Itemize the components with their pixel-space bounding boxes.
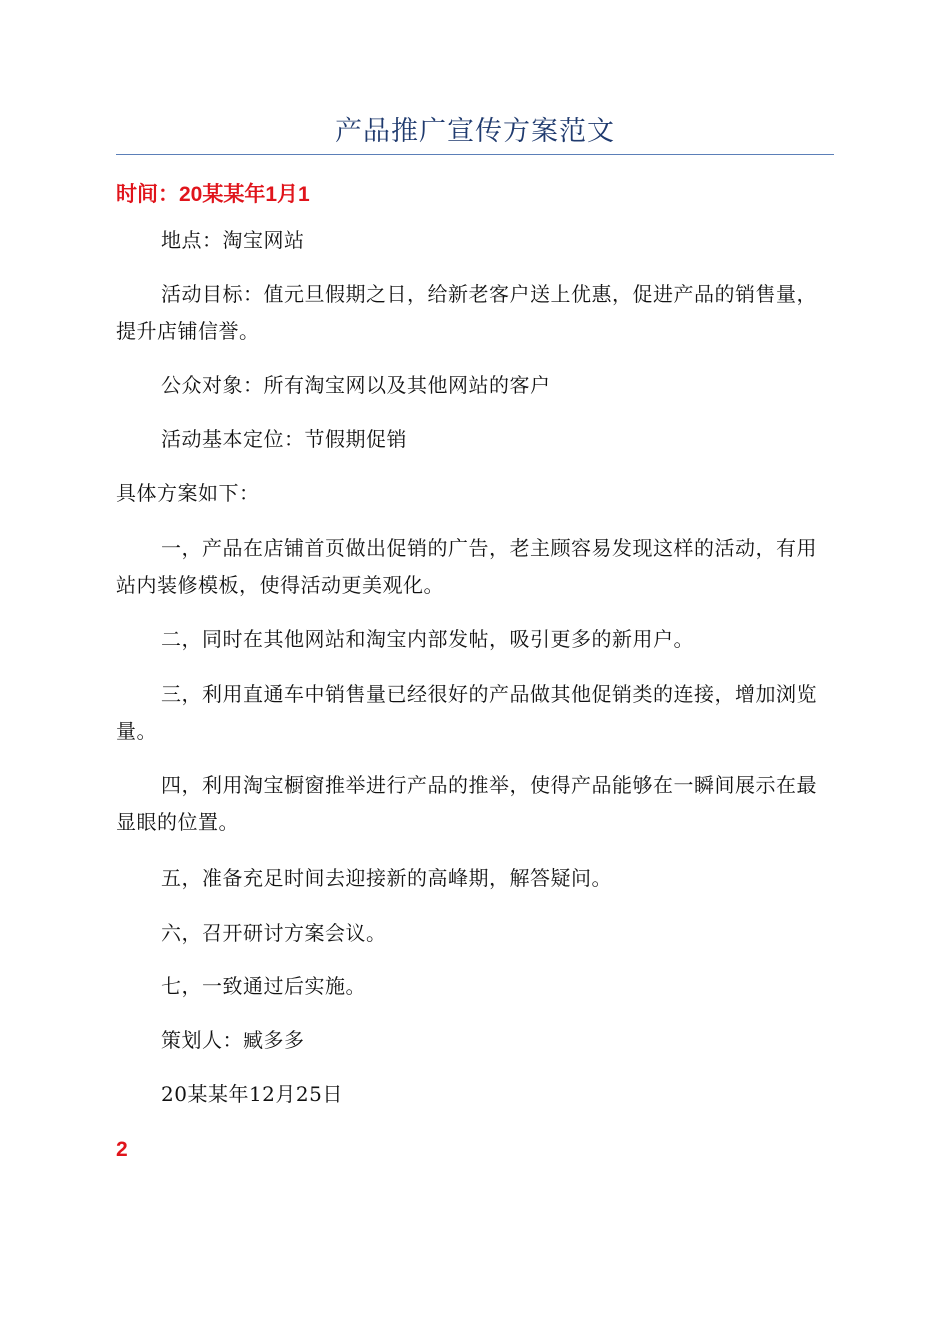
- paragraph-step-1: 一，产品在店铺首页做出促销的广告，老主顾容易发现这样的活动，有用站内装修模板，使得活动更美观化。: [116, 536, 817, 597]
- paragraph-step-6: 六，召开研讨方案会议。: [161, 921, 387, 945]
- paragraph-step-4: 四，利用淘宝橱窗推举进行产品的推举，使得产品能够在一瞬间展示在最显眼的位置。: [116, 773, 817, 834]
- paragraph-step-3: 三，利用直通车中销售量已经很好的产品做其他促销类的连接，增加浏览量。: [116, 682, 817, 743]
- title-underline: [116, 154, 834, 155]
- paragraph-plan-intro: 具体方案如下：: [116, 481, 260, 505]
- paragraph-step-5: 五，准备充足时间去迎接新的高峰期，解答疑问。: [161, 866, 612, 890]
- paragraph-step-2: 二，同时在其他网站和淘宝内部发帖，吸引更多的新用户。: [161, 627, 694, 651]
- section-number-heading: 2: [116, 1138, 128, 1161]
- paragraph-goal: 活动目标：值元旦假期之日，给新老客户送上优惠，促进产品的销售量，提升店铺信誉。: [116, 282, 817, 343]
- paragraph-planner: 策划人：臧多多: [161, 1028, 305, 1052]
- section-heading-time: 时间：20某某年1月1: [116, 183, 310, 206]
- paragraph-step-7: 七，一致通过后实施。: [161, 974, 366, 998]
- paragraph-date: 20某某年12月25日: [161, 1082, 343, 1106]
- paragraph-positioning: 活动基本定位：节假期促销: [161, 427, 407, 451]
- document-title: 产品推广宣传方案范文: [335, 116, 615, 147]
- paragraph-audience: 公众对象：所有淘宝网以及其他网站的客户: [161, 373, 551, 397]
- paragraph-location: 地点：淘宝网站: [161, 228, 305, 252]
